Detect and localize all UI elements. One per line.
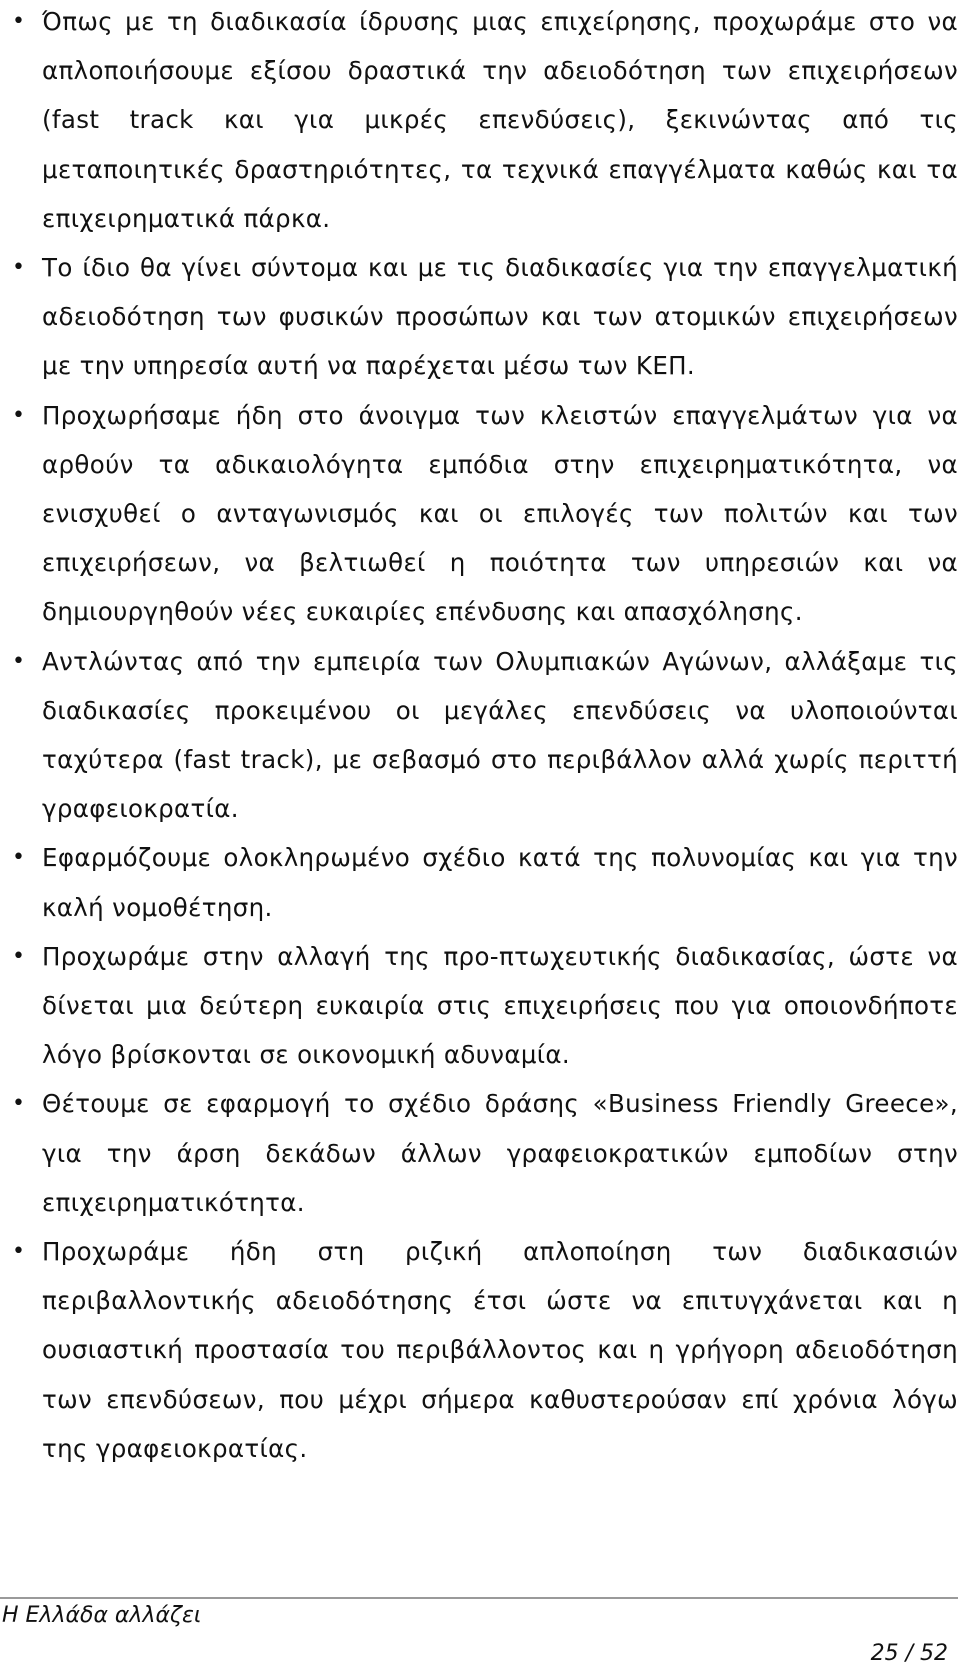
- list-item: [12, 0, 958, 243]
- list-item-text: Προχωρήσαμε ήδη στο άνοιγμα των κλειστών επαγγελμάτων για να αρθούν τα αδικαιολόγητα εμπόδια στην επιχειρηματικότητα, να ενισχυθεί ο ανταγωνισμός και οι επιλογές των πολιτών και των επιχειρήσεων, να βελτιωθεί η ποιότητα των υπηρεσιών και να δημιουργηθούν νέες ευκαιρίες επένδυσης και απασχόλησης.: [42, 400, 958, 627]
- bullet-icon: •: [12, 1239, 26, 1265]
- bullet-icon: •: [12, 845, 26, 871]
- bullet-list: [12, 0, 958, 1473]
- list-item-text: Θέτουμε σε εφαρμογή το σχέδιο δράσης «Business Friendly Greece», για την άρση δεκάδων άλλων γραφειοκρατικών εμποδίων στην επιχειρηματικότητα.: [42, 1089, 958, 1217]
- footer-divider: [0, 1597, 958, 1599]
- bullet-icon: •: [12, 9, 26, 34]
- page-number: 25 / 52: [870, 1641, 948, 1666]
- bullet-icon: •: [12, 943, 26, 969]
- list-item-text: Το ίδιο θα γίνει σύντομα και με τις διαδικασίες για την επαγγελματική αδειοδότηση των φυσικών προσώπων και των ατομικών επιχειρήσεων με την υπηρεσία αυτή να παρέχεται μέσω των ΚΕΠ.: [42, 253, 958, 381]
- list-item-text: Όπως με τη διαδικασία ίδρυσης μιας επιχείρησης, προχωράμε στο να απλοποιήσουμε εξίσου δραστικά την αδειοδότηση των επιχειρήσεων (fast track και για μικρές επενδύσεις), ξεκινώντας από τις μεταποιητικές δραστηριότητες, τα τεχνικά επαγγέλματα καθώς και τα επιχειρηματικά πάρκα.: [42, 7, 958, 233]
- list-item: [12, 1079, 958, 1227]
- bullet-icon: •: [12, 402, 26, 428]
- bullet-icon: •: [12, 1091, 26, 1117]
- list-item: [12, 833, 958, 931]
- bullet-icon: •: [12, 648, 26, 674]
- list-item: [12, 637, 958, 834]
- bullet-icon: •: [12, 255, 26, 281]
- list-item-text: Προχωράμε ήδη στη ριζική απλοποίηση των διαδικασιών περιβαλλοντικής αδειοδότησης έτσι ώστε να επιτυγχάνεται και η ουσιαστική προστασία του περιβάλλοντος και η γρήγορη αδειοδότηση των επενδύσεων, που μέχρι σήμερα καθυστερούσαν επί χρόνια λόγω της γραφειοκρατίας.: [42, 1237, 958, 1463]
- footer-title: Η Ελλάδα αλλάζει: [2, 1603, 202, 1628]
- list-item-text: Εφαρμόζουμε ολοκληρωμένο σχέδιο κατά της πολυνομίας και για την καλή νομοθέτηση.: [42, 843, 958, 922]
- list-item: [12, 391, 958, 637]
- list-item-text: Προχωράμε στην αλλαγή της προ-πτωχευτικής διαδικασίας, ώστε να δίνεται μια δεύτερη ευκαιρία στις επιχειρήσεις που για οποιονδήποτε λόγο βρίσκονται σε οικονομική αδυναμία.: [42, 941, 958, 1070]
- list-item-text: Αντλώντας από την εμπειρία των Ολυμπιακών Αγώνων, αλλάξαμε τις διαδικασίες προκειμένου οι μεγάλες επενδύσεις να υλοποιούνται ταχύτερα (fast track), με σεβασμό στο περιβάλλον αλλά χωρίς περιττή γραφειοκρατία.: [42, 646, 958, 824]
- list-item: [12, 932, 958, 1080]
- list-item: [12, 243, 958, 391]
- list-item: [12, 1227, 958, 1473]
